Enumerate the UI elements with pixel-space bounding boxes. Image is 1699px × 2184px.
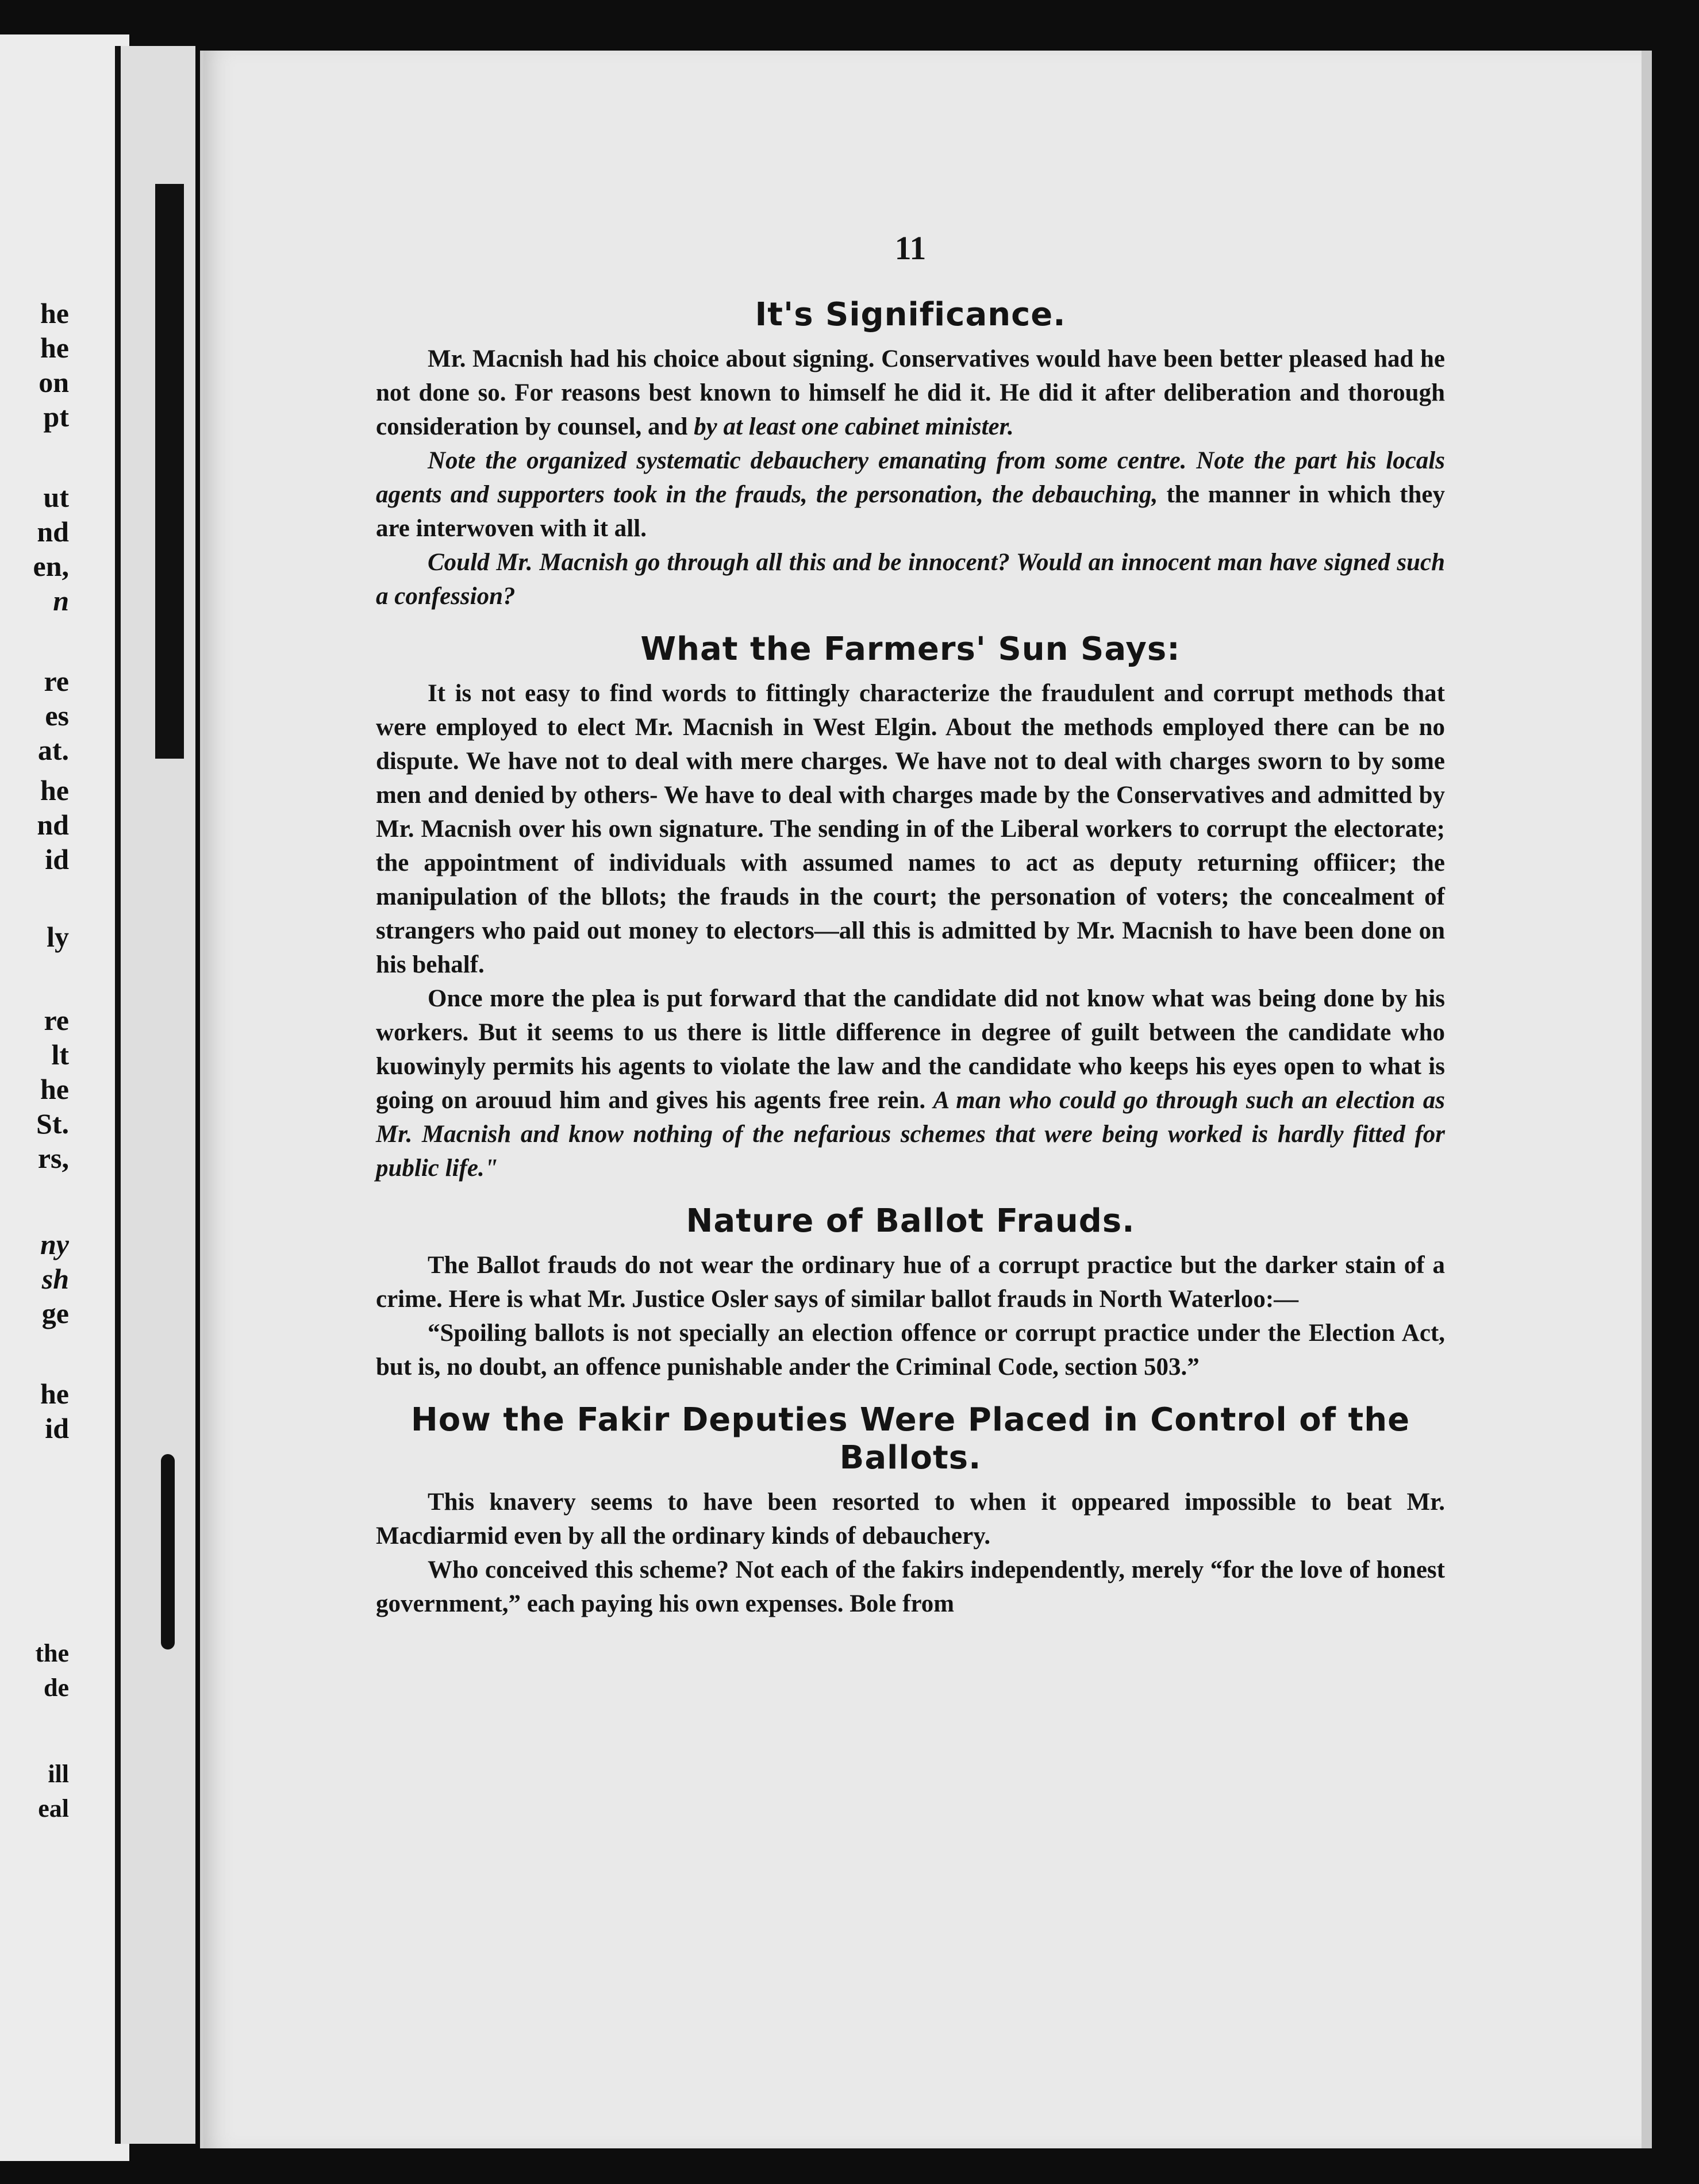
document-page [200,51,1652,2148]
fragment: on [39,366,69,398]
fragment: nd [37,809,69,841]
binding-hole [161,1454,175,1649]
paragraph: The Ballot frauds do not wear the ordinary hue of a corrupt practice but the darker stain of a crime. Here is what Mr. Justice Osler says of similar ballot frauds in North Waterloo:— [376,1252,1445,1313]
torn-gap [155,184,184,759]
section-ballot-frauds [376,1202,1445,1384]
fragment: lt [51,1039,69,1071]
paragraph: It is not easy to find words to fittingly characterize the fraudulent and corrupt methods that were employed to elect Mr. Macnish in West Elgin. About the methods employed there can be no dispute. We have not to deal with mere charges. We have not to deal with charges sworn to by some men and denied by others- We have to deal with charges made by the Conservatives and admitted by Mr. Macnish over his own signature. The sending in of the Liberal workers to corrupt the electorate; the appointment of individuals with assumed names to act as deputy returning offiicer; the manipulation of the bllots; the frauds in the court; the personation of voters; the concealment of strangers who paid out money to electors—all this is admitted by Mr. Macnish to have been done on his behalf. [376,680,1445,979]
section-heading: What the Farmers' Sun Says: [640,630,1181,668]
paragraph-text: the manner in which they are interwoven with it all. [376,481,1445,543]
fragment: id [45,1412,69,1444]
fragment: ill [48,1760,69,1788]
fragment: he [40,1073,69,1105]
fragment: rs, [37,1142,69,1174]
paragraph [376,982,1445,1185]
fragment: pt [43,401,69,433]
fragment: at. [37,734,69,766]
paragraph-italic-text: A man who could go through such an election as Mr. Macnish and know nothing of the nefarious schemes that were being worked is hardly fitted for public life." [376,1087,1445,1182]
paragraph-text: Mr. Macnish had his choice about signing. Conservatives would have been better pleased had he not done so. For reasons best known to himself he did it. He did it after deliberation and thorough consideration by counsel, and [376,345,1445,441]
previous-page-text-fragments [0,34,115,2161]
paragraph-text: Once more the plea is put forward that the candidate did not know what was being done by his workers. But it seems to us there is little difference in degree of guilt between the candidate who kuowinyly permits his agents to violate the law and the candidate who keeps his eyes open to what is going on arouud him and gives his agents free rein. [376,985,1445,1114]
section-heading: It's Significance. [755,296,1066,333]
fragment: es [45,699,69,732]
torn-page-edge [115,46,195,2144]
fragment: he [40,297,69,329]
paragraph [376,444,1445,545]
fragment: he [40,774,69,806]
paragraph: Who conceived this scheme? Not each of the fakirs independently, merely “for the love of honest government,” each paying his own expenses. Bole from [376,1556,1445,1618]
fragment: ut [43,481,69,513]
page-edge [1642,51,1652,2148]
fragment: ly [47,921,69,953]
fragment: ny [40,1228,69,1260]
section-heading: Nature of Ballot Frauds. [686,1202,1135,1240]
fragment: nd [37,516,69,548]
fragment: St. [36,1108,69,1140]
fragment: re [44,1004,69,1036]
fragment: the [35,1639,69,1667]
paragraph [376,342,1445,444]
fragment: n [53,585,69,617]
fragment: id [45,843,69,875]
section-heading: How the Fakir Deputies Were Placed in Control of the Ballots. [410,1401,1410,1477]
paragraph: “Spoiling ballots is not specially an election offence or corrupt practice under the Election Act, but is, no doubt, an offence punishable ander the Criminal Code, section 503.” [376,1320,1445,1381]
paragraph: Could Mr. Macnish go through all this and be innocent? Would an innocent man have signed such a confession? [376,549,1445,610]
section-farmers-sun [376,630,1445,1185]
fragment: he [40,1378,69,1410]
fragment: en, [33,550,69,582]
paragraph-italic-text: Note the organized systematic debauchery emanating from some centre. Note the part his locals agents and supporters took in the frauds, the personation, the debauching, [376,447,1445,509]
paragraph: This knavery seems to have been resorted to when it oppeared impossible to beat Mr. Macdiarmid even by all the ordinary kinds of debauchery. [376,1489,1445,1550]
section-significance [376,296,1445,613]
page-content [376,229,1445,1621]
fragment: eal [38,1794,69,1822]
fragment: re [44,665,69,697]
fragment: ge [41,1297,69,1329]
fragment: he [40,332,69,364]
previous-page-strip [0,34,129,2161]
paragraph-italic-text: by at least one cabinet minister. [694,413,1014,441]
section-fakir-deputies [376,1401,1445,1621]
fragment: de [44,1674,69,1702]
fragment: sh [41,1263,69,1295]
page-number: 11 [894,229,927,267]
